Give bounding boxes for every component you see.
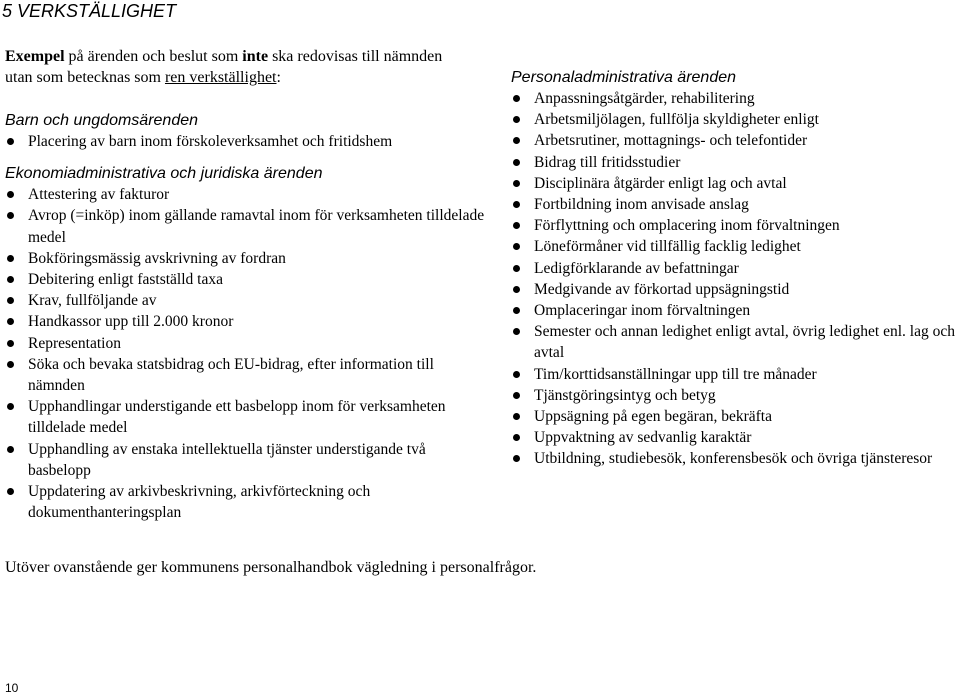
list-item [511,88,956,109]
bullet-icon [513,286,520,293]
bullet-icon [513,180,520,187]
footer-paragraph: Utöver ovanstående ger kommunens personalhandbok vägledning i personalfrågor. [5,559,537,576]
list-item [5,439,485,481]
list-item-text: Omplaceringar inom förvaltningen [534,302,751,320]
list-item [5,481,485,523]
bullet-icon [7,340,14,347]
list-item-text: Attestering av fakturor [28,186,170,204]
bullet-icon [513,371,520,378]
list-item-text: Utbildning, studiebesök, konferensbesök och övriga tjänsteresor [534,450,933,468]
bullet-icon [7,318,14,325]
list-item-text: Semester och annan ledighet enligt avtal, övrig ledighet enl. lag och avtal [534,323,955,362]
bullet-icon [513,243,520,250]
list-item-text: Uppsägning på egen begäran, bekräfta [534,408,772,426]
list-item [511,236,956,257]
list-item [5,184,485,205]
list-item [511,321,956,363]
list-item-text: Fortbildning inom anvisade anslag [534,196,749,214]
intro-paragraph [5,46,445,88]
list-item-text: Tjänstgöringsintyg och betyg [534,386,716,404]
list-item-text: Krav, fullföljande av [28,292,157,310]
list-item-text: Disciplinära åtgärder enligt lag och avtal [534,174,787,192]
right-column [511,67,956,470]
section [511,67,956,470]
bullet-icon [513,159,520,166]
bullet-icon [513,265,520,272]
list-item-text: Upphandlingar understigande ett basbelopp inom för verksamheten tilldelade medel [28,398,446,437]
left-column [5,110,485,523]
list-item [511,173,956,194]
section [5,110,485,152]
intro-emphasis-inte: inte [242,48,269,65]
list-item [5,131,485,152]
list-item-text: Arbetsmiljölagen, fullfölja skyldigheter enligt [534,111,819,129]
list-item-text: Förflyttning och omplacering inom förvaltningen [534,217,840,235]
list-item [511,364,956,385]
bullet-list [511,88,956,470]
section-title: Barn och ungdomsärenden [5,112,199,129]
intro-underline-ren-verkstallighet: ren verkställighet [164,69,277,86]
list-item-text: Uppdatering av arkivbeskrivning, arkivförteckning och dokumenthanteringsplan [28,483,371,522]
section-title: Ekonomiadministrativa och juridiska ärenden [5,165,323,183]
list-item [511,109,956,130]
list-item [511,385,956,406]
bullet-icon [513,434,520,441]
intro-text-1: på ärenden och beslut som [64,48,243,65]
list-item-text: Medgivande av förkortad uppsägningstid [534,280,790,298]
list-item [5,248,485,269]
list-item-text: Upphandling av enstaka intellektuella tjänster understigande två basbelopp [28,440,426,479]
bullet-icon [7,361,14,368]
bullet-icon [7,403,14,410]
list-item [5,396,485,438]
bullet-icon [513,201,520,208]
list-item [511,279,956,300]
list-item [511,194,956,215]
bullet-icon [513,116,520,123]
section-heading: 5 VERKSTÄLLIGHET [2,1,177,21]
list-item-text: Löneförmåner vid tillfällig facklig ledighet [534,238,801,256]
list-item [511,406,956,427]
intro-text-2: ska redovisas till nämnden utan som betecknas som [5,48,443,86]
list-item [511,427,956,448]
section [5,163,485,523]
bullet-icon [513,413,520,420]
list-item-text: Tim/korttidsanställningar upp till tre månader [534,365,817,383]
list-item [5,269,485,290]
bullet-icon [513,307,520,314]
list-item [5,333,485,354]
bullet-list [5,184,485,523]
bullet-list [5,131,485,152]
list-item-text: Bidrag till fritidsstudier [534,153,681,171]
bullet-icon [513,392,520,399]
list-item [511,448,956,469]
bullet-icon [513,222,520,229]
bullet-icon [513,455,520,462]
list-item [5,311,485,332]
list-item [511,152,956,173]
list-item-text: Söka och bevaka statsbidrag och EU-bidrag, efter information till nämnden [28,355,434,395]
bullet-icon [7,488,14,495]
list-item [511,300,956,321]
list-item-text: Handkassor upp till 2.000 kronor [28,313,234,331]
bullet-icon [7,255,14,262]
list-item [5,354,485,396]
bullet-icon [7,276,14,283]
list-item-text: Uppvaktning av sedvanlig karaktär [534,429,752,447]
intro-emphasis-exempel: Exempel [5,48,65,65]
bullet-icon [7,446,14,453]
page-number: 10 [5,681,19,695]
bullet-icon [7,297,14,304]
bullet-icon [513,95,520,102]
list-item [5,290,485,311]
list-item-text: Avrop (=inköp) inom gällande ramavtal inom för verksamheten tilldelade medel [28,207,485,246]
bullet-icon [7,212,14,219]
intro-text-3: : [276,69,281,86]
list-item-text: Bokföringsmässig avskrivning av fordran [28,249,286,267]
list-item-text: Anpassningsåtgärder, rehabilitering [534,90,755,107]
bullet-icon [7,191,14,198]
section-title: Personaladministrativa ärenden [511,69,737,86]
bullet-icon [513,137,520,144]
list-item [511,258,956,279]
list-item-text: Placering av barn inom förskoleverksamhet och fritidshem [28,133,393,150]
list-item-text: Ledigförklarande av befattningar [534,259,739,277]
bullet-icon [7,138,14,145]
bullet-icon [513,328,520,335]
list-item [511,130,956,151]
list-item-text: Arbetsrutiner, mottagnings- och telefontider [534,132,808,150]
list-item-text: Debitering enligt fastställd taxa [28,271,223,289]
list-item [5,205,485,247]
list-item-text: Representation [28,334,121,352]
list-item [511,215,956,236]
